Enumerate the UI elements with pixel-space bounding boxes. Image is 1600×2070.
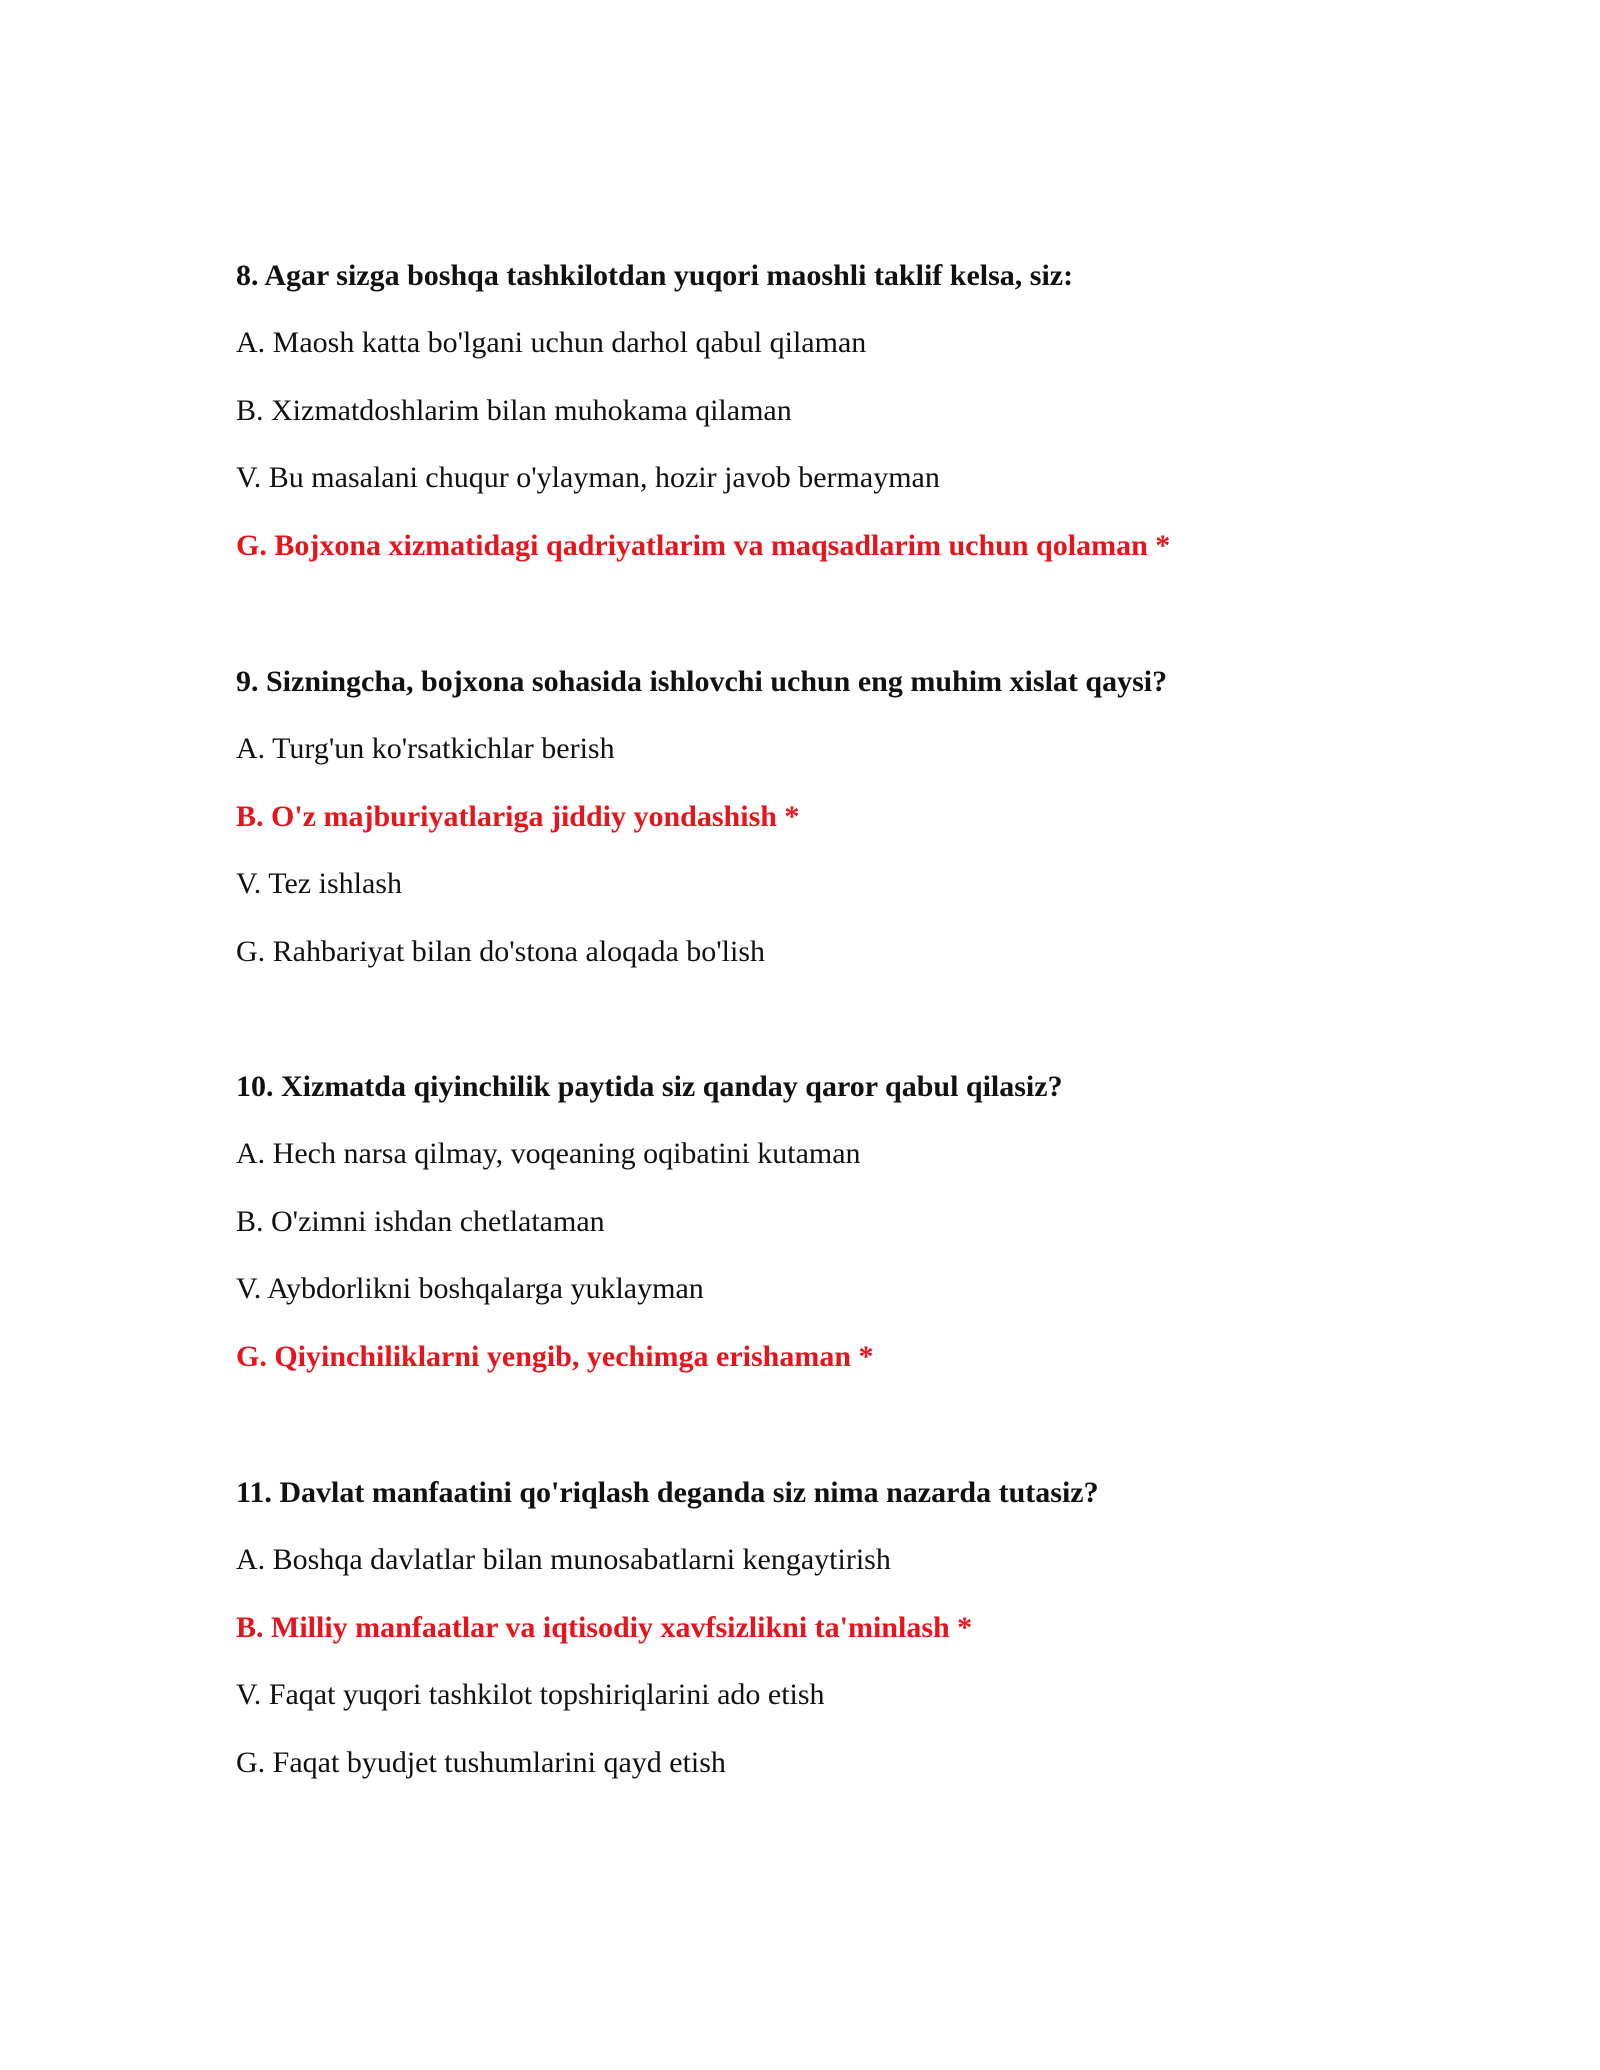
answer-option-a: A. Hech narsa qilmay, voqeaning oqibatini kutaman — [236, 1137, 861, 1170]
question-text: 10. Xizmatda qiyinchilik paytida siz qanday qaror qabul qilasiz? — [236, 1070, 1063, 1103]
answer-option-v: V. Aybdorlikni boshqalarga yuklayman — [236, 1272, 704, 1305]
answer-option-b: B. Xizmatdoshlarim bilan muhokama qilaman — [236, 393, 792, 427]
answer-option-b: B. O'zimni ishdan chetlataman — [236, 1204, 605, 1238]
question-9 — [236, 662, 1436, 999]
question-10 — [236, 1067, 1436, 1404]
question-11 — [236, 1473, 1436, 1810]
answer-option-v: V. Faqat yuqori tashkilot topshiriqlarini ado etish — [236, 1678, 825, 1711]
answer-option-a: A. Maosh katta bo'lgani uchun darhol qabul qilaman — [236, 326, 867, 359]
answer-option-g-correct: G. Bojxona xizmatidagi qadriyatlarim va maqsadlarim uchun qolaman * — [236, 528, 1171, 562]
answer-option-g: G. Faqat byudjet tushumlarini qayd etish — [236, 1745, 726, 1779]
question-text: 9. Sizningcha, bojxona sohasida ishlovchi uchun eng muhim xislat qaysi? — [236, 665, 1168, 698]
answer-option-g: G. Rahbariyat bilan do'stona aloqada bo'lish — [236, 934, 766, 968]
question-text: 11. Davlat manfaatini qo'riqlash deganda siz nima nazarda tutasiz? — [236, 1476, 1099, 1509]
question-8 — [236, 256, 1436, 593]
answer-option-g-correct: G. Qiyinchiliklarni yengib, yechimga erishaman * — [236, 1339, 874, 1373]
answer-option-a: A. Boshqa davlatlar bilan munosabatlarni kengaytirish — [236, 1543, 891, 1576]
answer-option-v: V. Tez ishlash — [236, 867, 402, 900]
answer-option-b-correct: B. O'z majburiyatlariga jiddiy yondashish * — [236, 799, 800, 833]
answer-option-b-correct: B. Milliy manfaatlar va iqtisodiy xavfsizlikni ta'minlash * — [236, 1610, 973, 1644]
answer-option-a: A. Turg'un ko'rsatkichlar berish — [236, 732, 615, 765]
question-text: 8. Agar sizga boshqa tashkilotdan yuqori maoshli taklif kelsa, siz: — [236, 259, 1074, 292]
answer-option-v: V. Bu masalani chuqur o'ylayman, hozir javob bermayman — [236, 461, 940, 494]
